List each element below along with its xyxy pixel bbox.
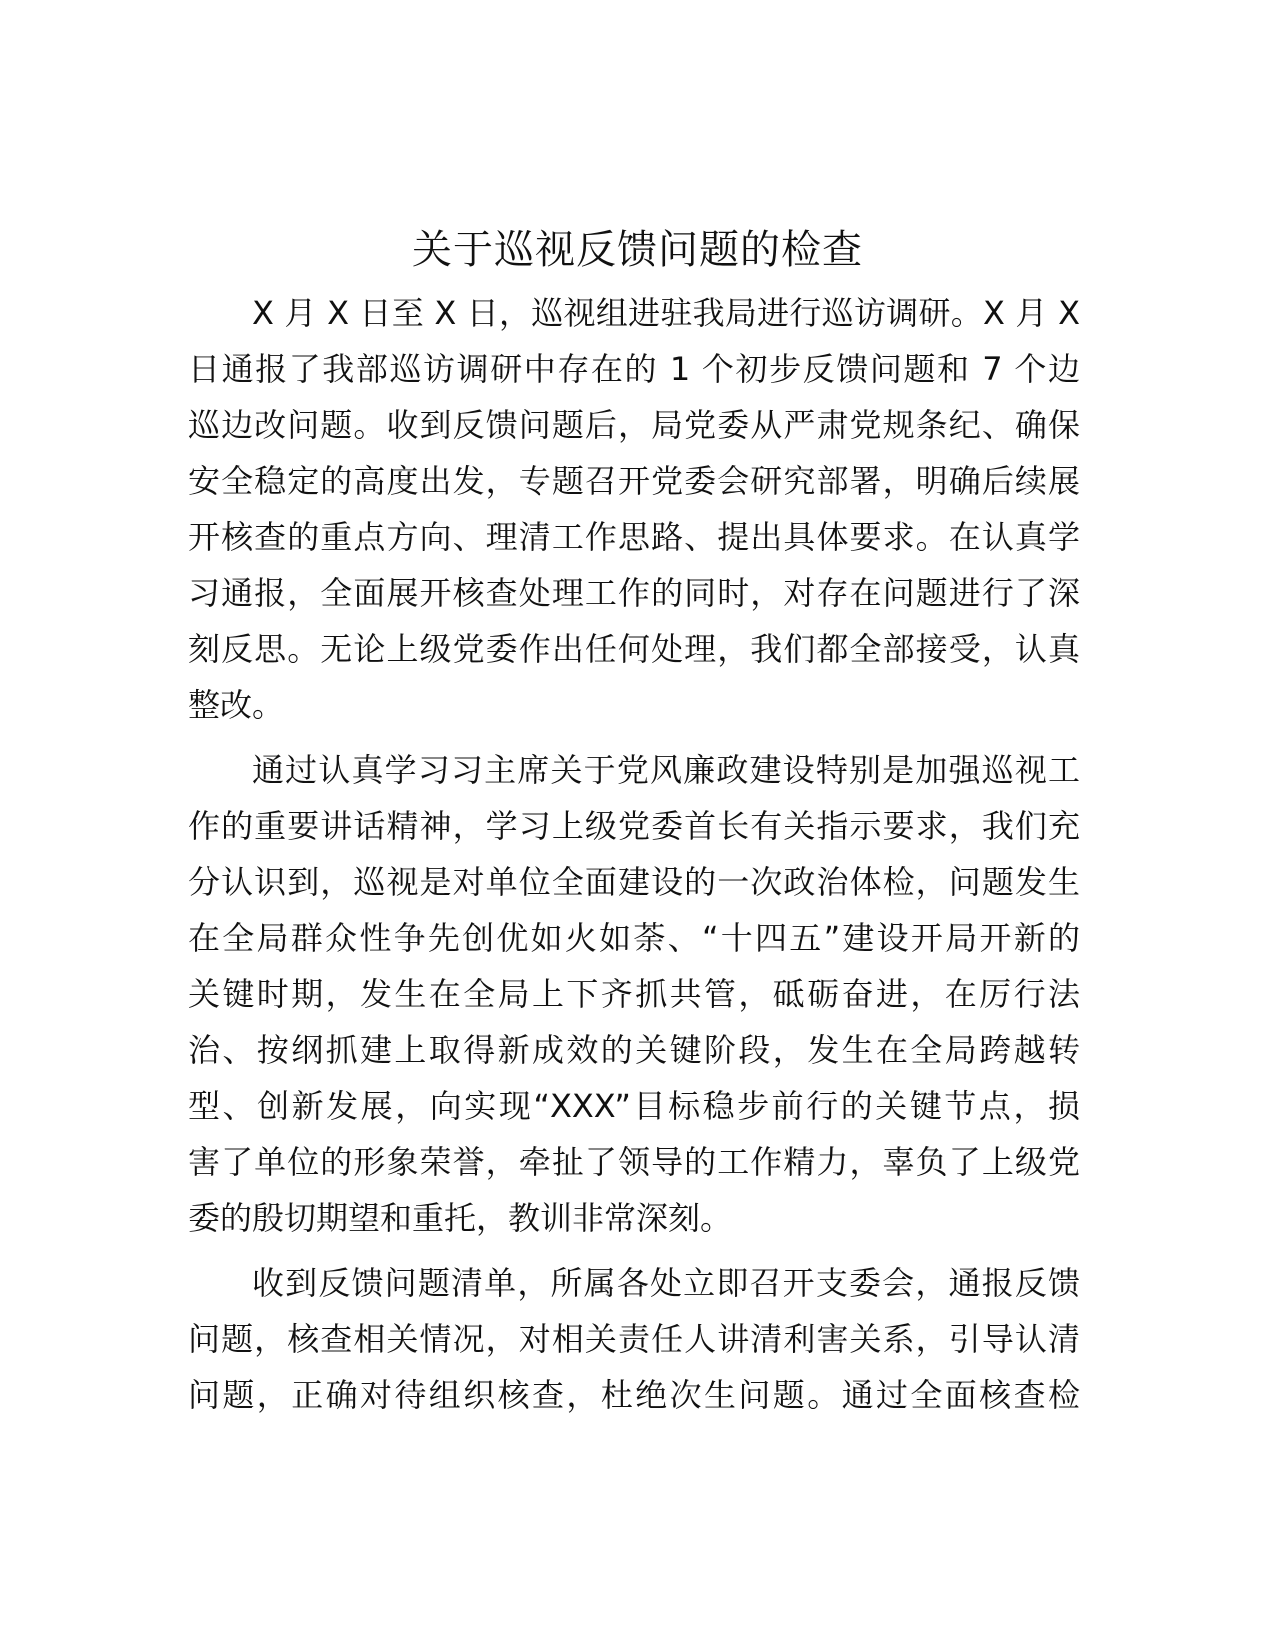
paragraph-2-line-6: 治、按纲抓建上取得新成效的关键阶段，发生在全局跨越转 [188, 1031, 1080, 1069]
paragraph-1-line-7: 刻反思。无论上级党委作出任何处理，我们都全部接受，认真 [188, 630, 1080, 668]
paragraph-2-line-5: 关键时期，发生在全局上下齐抓共管，砥砺奋进，在厉行法 [188, 975, 1080, 1013]
paragraph-3-line-2: 问题，核查相关情况，对相关责任人讲清利害关系，引导认清 [188, 1320, 1080, 1358]
paragraph-2-line-7: 型、创新发展，向实现“XXX”目标稳步前行的关键节点，损 [188, 1087, 1080, 1125]
paragraph-2-line-8: 害了单位的形象荣誉，牵扯了领导的工作精力，辜负了上级党 [188, 1143, 1080, 1181]
paragraph-3-line-3: 问题，正确对待组织核查，杜绝次生问题。通过全面核查检 [188, 1376, 1080, 1414]
paragraph-1-line-4: 安全稳定的高度出发，专题召开党委会研究部署，明确后续展 [188, 462, 1080, 500]
paragraph-1-line-6: 习通报，全面展开核查处理工作的同时，对存在问题进行了深 [188, 574, 1080, 612]
paragraph-2-line-2: 作的重要讲话精神，学习上级党委首长有关指示要求，我们充 [188, 807, 1080, 845]
paragraph-1-line-2: 日通报了我部巡访调研中存在的 1 个初步反馈问题和 7 个边 [188, 350, 1080, 388]
paragraph-1-line-5: 开核查的重点方向、理清工作思路、提出具体要求。在认真学 [188, 518, 1080, 556]
paragraph-1-line-1: X 月 X 日至 X 日，巡视组进驻我局进行巡访调研。X 月 X [252, 294, 1080, 332]
paragraph-3-line-1: 收到反馈问题清单，所属各处立即召开支委会，通报反馈 [252, 1264, 1080, 1302]
paragraph-1-line-3: 巡边改问题。收到反馈问题后，局党委从严肃党规条纪、确保 [188, 406, 1080, 444]
paragraph-2-line-4: 在全局群众性争先创优如火如荼、“十四五”建设开局开新的 [188, 919, 1080, 957]
paragraph-2-line-9: 委的殷切期望和重托，教训非常深刻。 [188, 1199, 733, 1237]
paragraph-1-line-8: 整改。 [188, 686, 285, 724]
document-title: 关于巡视反馈问题的检查 [412, 227, 863, 273]
paragraph-2-line-1: 通过认真学习习主席关于党风廉政建设特别是加强巡视工 [252, 751, 1080, 789]
paragraph-2-line-3: 分认识到，巡视是对单位全面建设的一次政治体检，问题发生 [188, 863, 1080, 901]
